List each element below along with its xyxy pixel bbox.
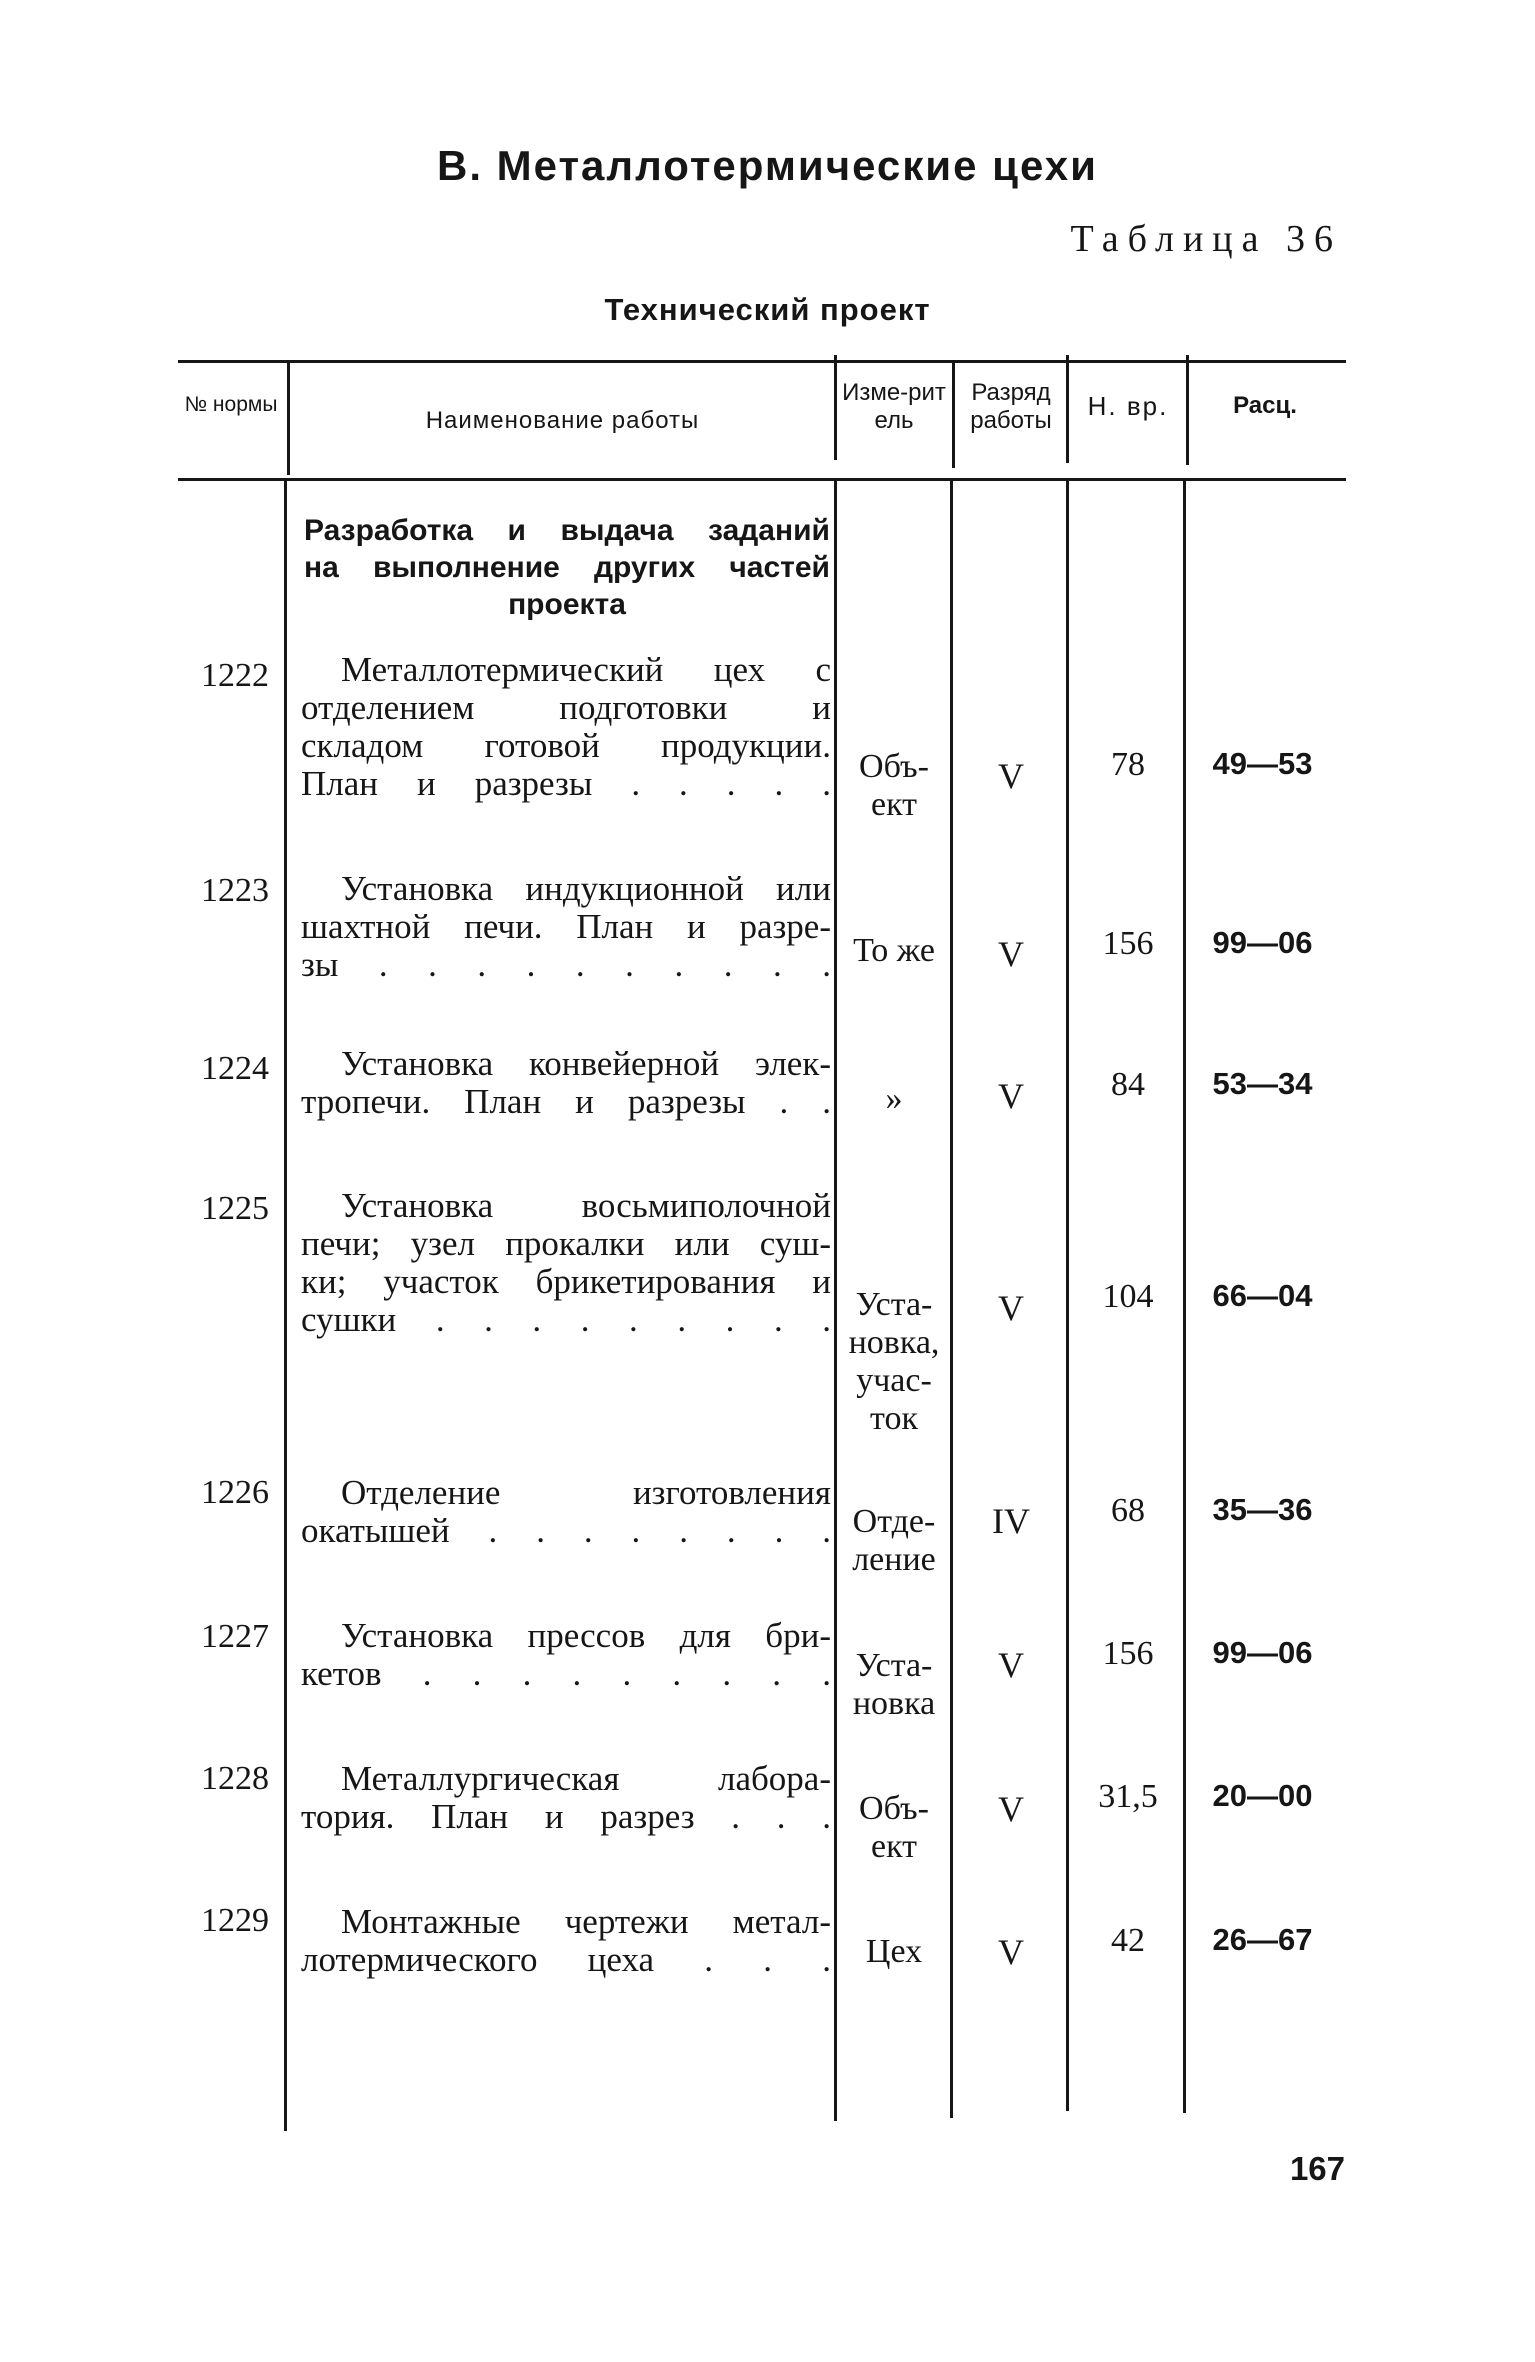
row-unit (838, 1080, 950, 1118)
row-price: 35—36 (1212, 1492, 1313, 1527)
row-grade: V (998, 1288, 1024, 1328)
row-hours: 84 (1111, 1066, 1145, 1103)
row-description-line: зы . . . . . . . . . . (301, 945, 831, 984)
row-unit (838, 1503, 950, 1579)
row-description-line: тория. План и разрез . . . (301, 1797, 831, 1836)
row-number: 1226 (201, 1474, 269, 1511)
row-unit (838, 748, 950, 824)
row-description-line: складом готовой продукции. (301, 726, 831, 765)
row-description-line: План и разрезы . . . . . (301, 764, 831, 803)
row-number: 1228 (201, 1760, 269, 1797)
body-col-divider (950, 481, 953, 2118)
row-description-line: кетов . . . . . . . . . (301, 1654, 831, 1693)
header-col-divider (1186, 355, 1189, 465)
group-heading-line: проекта (508, 588, 626, 621)
header-bottom-rule (178, 478, 1346, 481)
header-col-divider (287, 363, 290, 475)
row-hours: 31,5 (1098, 1778, 1158, 1815)
row-description-line: тропечи. План и разрезы . . (301, 1082, 831, 1121)
row-description-line: Отделение изготовления (341, 1473, 831, 1512)
row-grade: IV (992, 1501, 1030, 1541)
row-grade: V (998, 934, 1024, 974)
row-unit (838, 932, 950, 970)
row-price: 26—67 (1212, 1922, 1313, 1957)
row-description (301, 870, 831, 984)
row-description-line: Установка восьмиполочной (341, 1186, 831, 1225)
row-grade: V (998, 1789, 1024, 1829)
row-unit-line: ток (870, 1400, 918, 1437)
row-unit-line: ект (870, 786, 918, 823)
row-price: 53—34 (1212, 1066, 1313, 1101)
row-unit (838, 1790, 950, 1866)
row-number: 1224 (201, 1050, 269, 1087)
row-hours: 156 (1102, 925, 1154, 962)
row-unit-line: учас- (856, 1362, 932, 1399)
row-number: 1223 (201, 872, 269, 909)
row-grade: V (998, 756, 1024, 796)
header-grade: Разряд работы (970, 379, 1052, 434)
row-hours: 68 (1111, 1492, 1145, 1529)
row-unit-line: новка (852, 1685, 936, 1722)
header-col-divider (834, 355, 837, 460)
subtitle: Технический проект (604, 292, 931, 327)
row-description-line: лотермического цеха . . . (301, 1940, 831, 1979)
group-heading-line: Разработка и выдача заданий (304, 514, 830, 547)
row-unit (838, 1286, 950, 1438)
row-description (301, 1617, 831, 1693)
row-grade: V (998, 1076, 1024, 1116)
row-description-line: печи; узел прокалки или суш- (301, 1224, 831, 1263)
row-unit (838, 1647, 950, 1723)
group-heading (304, 512, 830, 623)
row-description-line: ки; участок брикетирования и (301, 1262, 831, 1301)
row-price: 49—53 (1212, 746, 1313, 781)
row-unit (838, 1933, 950, 1971)
row-price: 20—00 (1212, 1778, 1313, 1813)
row-description-line: Установка конвейерной элек- (341, 1044, 831, 1083)
row-unit-line: Отде- (852, 1503, 936, 1540)
row-unit-line: Уста- (855, 1647, 933, 1684)
header-name: Наименование работы (425, 407, 700, 434)
row-description (301, 1474, 831, 1550)
row-unit-line: ление (852, 1541, 936, 1578)
header-col-divider (1066, 355, 1069, 463)
row-number: 1225 (201, 1190, 269, 1227)
row-description (301, 1187, 831, 1339)
row-number: 1229 (201, 1902, 269, 1939)
row-description-line: Установка прессов для бри- (341, 1616, 831, 1655)
header-unit: Изме-ритель (842, 379, 946, 434)
row-unit-line: Уста- (855, 1286, 933, 1323)
row-number: 1227 (201, 1618, 269, 1655)
row-unit-line: ект (870, 1828, 918, 1865)
body-col-divider (284, 481, 287, 2131)
row-description-line: Металлургическая лабора- (341, 1759, 831, 1798)
row-price: 99—06 (1212, 925, 1313, 960)
row-description-line: окатышей . . . . . . . . (301, 1511, 831, 1550)
row-unit-line: » (885, 1080, 903, 1117)
row-hours: 104 (1102, 1278, 1154, 1315)
table-label: Таблица 36 (1070, 218, 1342, 260)
row-description-line: сушки . . . . . . . . . (301, 1300, 831, 1339)
header-num: № нормы (184, 393, 278, 416)
row-description (301, 1045, 831, 1121)
row-grade: V (998, 1645, 1024, 1685)
row-price: 66—04 (1212, 1278, 1313, 1313)
row-description-line: Металлотермический цех с (341, 650, 831, 689)
header-col-divider (952, 363, 955, 468)
row-grade: V (998, 1932, 1024, 1972)
row-description-line: Монтажные чертежи метал- (341, 1902, 831, 1941)
row-description (301, 651, 831, 803)
row-unit-line: То же (853, 932, 935, 969)
group-heading-line: на выполнение других частей (304, 551, 830, 584)
row-description-line: шахтной печи. План и разре- (301, 907, 831, 946)
row-unit-line: Цех (865, 1933, 923, 1970)
header-hours: Н. вр. (1087, 391, 1169, 421)
row-hours: 156 (1102, 1635, 1154, 1672)
row-hours: 78 (1111, 746, 1145, 783)
header-price: Расц. (1233, 392, 1297, 419)
row-description (301, 1903, 831, 1979)
row-unit-line: Объ- (859, 748, 929, 785)
body-col-divider (834, 481, 837, 2121)
row-unit-line: Объ- (859, 1790, 929, 1827)
row-description-line: Установка индукционной или (341, 869, 831, 908)
page-number: 167 (1289, 2150, 1345, 2187)
row-number: 1222 (201, 657, 269, 694)
row-description (301, 1760, 831, 1836)
table-top-rule (178, 360, 1346, 363)
row-price: 99—06 (1212, 1635, 1313, 1670)
row-description-line: отделением подготовки и (301, 688, 831, 727)
section-title: В. Металлотермические цехи (437, 142, 1098, 189)
row-hours: 42 (1111, 1922, 1145, 1959)
row-unit-line: новка, (848, 1324, 940, 1361)
